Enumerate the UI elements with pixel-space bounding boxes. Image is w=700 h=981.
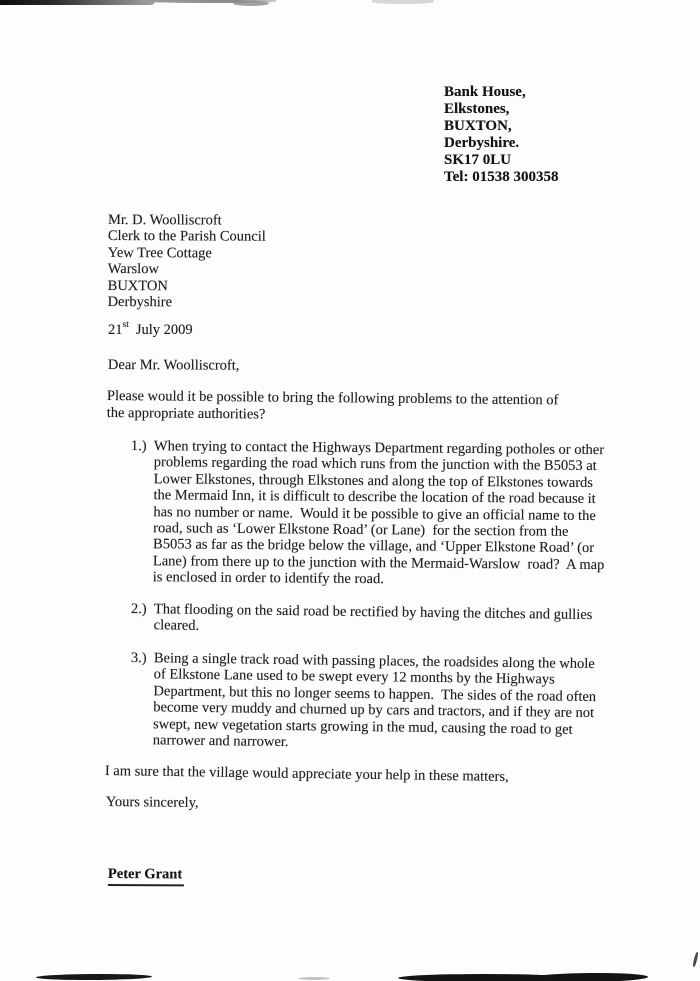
sender-address-line: Elkstones, [444,101,510,117]
sender-address-line: Bank House, [444,84,526,100]
scan-artifact-bottom-mid [298,977,330,980]
numbered-item [131,601,606,640]
letter-date [108,321,193,339]
scan-artifact-right-edge [692,952,699,967]
scan-artifact-top-faint [372,0,434,4]
date-ordinal: st [122,320,129,330]
salutation: Dear Mr. Woolliscroft, [107,357,240,374]
scan-artifact-bottom-left [36,974,152,981]
signature-name [108,866,184,886]
numbered-item [130,438,606,590]
item-number: 3.) [130,650,147,667]
item-number: 1.) [130,438,147,455]
sender-address [444,84,558,186]
sender-phone-line: Tel: 01538 300358 [444,169,559,185]
scan-artifact-bottom-right [398,974,570,981]
date-day: 21 [108,321,123,338]
sender-address-line: SK17 0LU [444,152,512,168]
recipient-address-line: Warslow [107,261,159,278]
item-text: When trying to contact the Highways Department regarding potholes or other problems regarding the road which runs from the junction with the B5053 at Lower Elkstones, through Elkstones and along the top of Elkstones towards the Mermaid Inn, it is difficult to describe the location of the road because it has no number or name. Would it be possible to give an official name to the road, such as ‘Lower Elkstone Road’ (or Lane) for the section from the B5053 as far as the bridge below the village, and ‘Upper Elkstone Road’ (or Lane) from there up to the junction with the Mermaid-Warslow road? A map is enclosed in order to identify the road. [152,438,605,588]
sender-address-line: Derbyshire. [444,135,520,151]
date-month-year: July 2009 [135,321,193,338]
numbered-item [130,650,606,755]
item-text: Being a single track road with passing places, the roadsides along the whole of Elkstone Lane used to be swept every 12 months by the Highways Department, but this no longer seems to happen. The sides of the road often become very muddy and churned up by cars and tractors, and if they are not swept, new vegetation starts growing in the mud, causing the road to get narrower and narrower. [152,650,597,751]
scan-artifact-top-smudge [233,1,269,6]
scan-artifact-top-band [0,0,155,5]
signature-name-text: Peter Grant [108,866,184,886]
scan-artifact-top-line [148,0,276,3]
closing-line: I am sure that the village would appreciate your help in these matters, [104,763,509,785]
intro-paragraph: Please would it be possible to bring the following problems to the attention of the appropriate authorities? [106,388,559,423]
recipient-address-line: Clerk to the Parish Council [107,228,266,246]
scan-artifact-bottom-right [530,972,648,981]
item-text: That flooding on the said road be rectified by having the ditches and gullies cleared. [153,601,593,635]
recipient-address-line: BUXTON [107,277,168,294]
recipient-address-line: Derbyshire [107,294,173,311]
sender-address-line: BUXTON, [444,118,512,134]
recipient-address-line: Yew Tree Cottage [107,244,212,262]
recipient-address-line: Mr. D. Woolliscroft [107,212,222,229]
item-number: 2.) [130,601,147,618]
recipient-address [108,212,266,311]
valediction: Yours sincerely, [105,794,199,811]
